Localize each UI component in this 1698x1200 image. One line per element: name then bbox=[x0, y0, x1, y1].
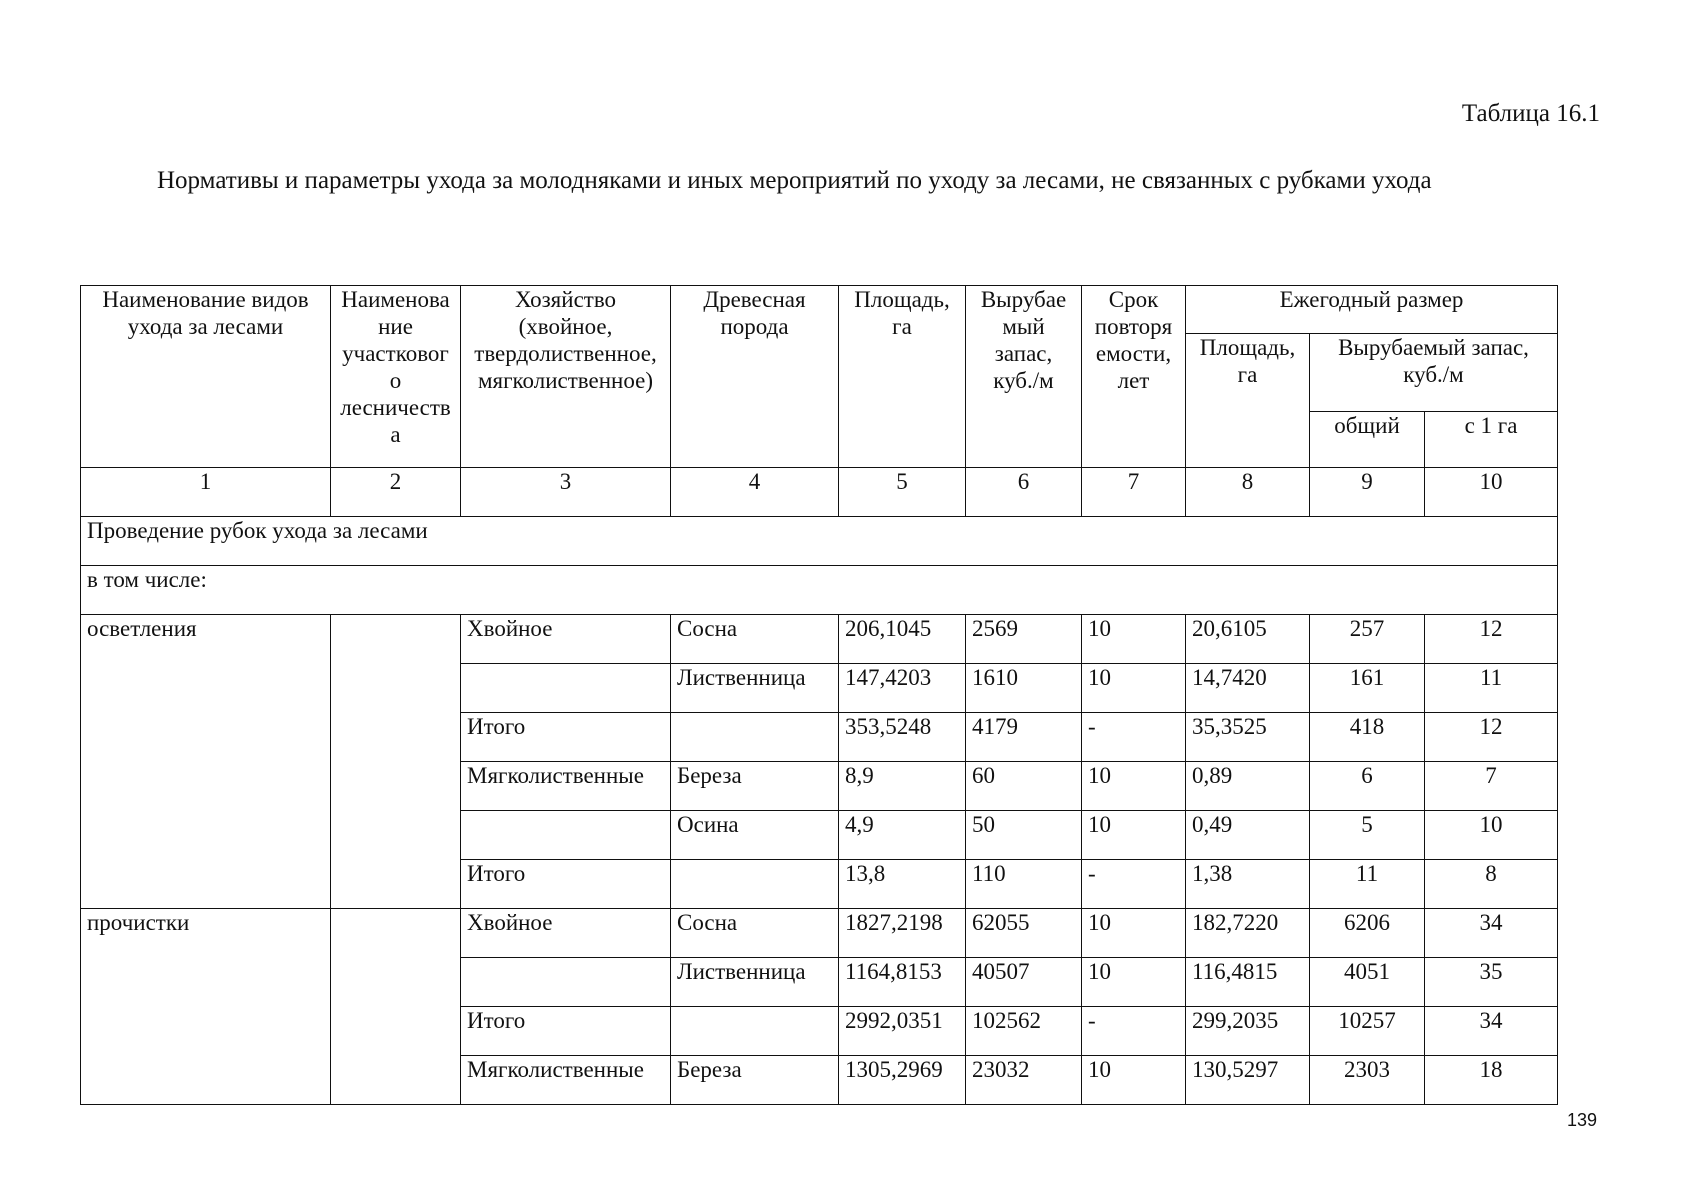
including-label: в том числе: bbox=[81, 566, 1558, 615]
header-forestry-district: Наименова ние участковог о лесничеств а bbox=[331, 286, 461, 468]
district-cell bbox=[331, 909, 461, 1105]
table-cell: Береза bbox=[671, 1056, 839, 1105]
table-cell: 1827,2198 bbox=[839, 909, 966, 958]
table-cell: 10 bbox=[1082, 664, 1186, 713]
table-cell: 13,8 bbox=[839, 860, 966, 909]
table-cell bbox=[671, 860, 839, 909]
table-cell: 1,38 bbox=[1186, 860, 1310, 909]
table-cell: 23032 bbox=[966, 1056, 1082, 1105]
table-cell: 8,9 bbox=[839, 762, 966, 811]
table-cell: Хвойное bbox=[461, 615, 671, 664]
page-number: 139 bbox=[1567, 1110, 1598, 1130]
table-cell: 110 bbox=[966, 860, 1082, 909]
table-cell: 34 bbox=[1425, 909, 1558, 958]
table-cell: 34 bbox=[1425, 1007, 1558, 1056]
table-cell: 147,4203 bbox=[839, 664, 966, 713]
column-number-row bbox=[81, 468, 1558, 517]
column-number: 10 bbox=[1425, 468, 1558, 517]
header-work-type: Наименование видов ухода за лесами bbox=[81, 286, 331, 468]
table-cell: Сосна bbox=[671, 909, 839, 958]
section-row bbox=[81, 517, 1558, 566]
table-cell: - bbox=[1082, 1007, 1186, 1056]
table-cell: 5 bbox=[1310, 811, 1425, 860]
column-number: 8 bbox=[1186, 468, 1310, 517]
table-cell: 102562 bbox=[966, 1007, 1082, 1056]
table-cell: 11 bbox=[1425, 664, 1558, 713]
table-cell: Итого bbox=[461, 1007, 671, 1056]
table-cell: 0,89 bbox=[1186, 762, 1310, 811]
table-cell: 0,49 bbox=[1186, 811, 1310, 860]
forest-care-table bbox=[80, 285, 1558, 1105]
table-cell: Мягколиственные bbox=[461, 762, 671, 811]
table-cell: 257 bbox=[1310, 615, 1425, 664]
table-cell: - bbox=[1082, 860, 1186, 909]
table-cell: 1610 bbox=[966, 664, 1082, 713]
table-cell: 1164,8153 bbox=[839, 958, 966, 1007]
column-number: 7 bbox=[1082, 468, 1186, 517]
table-cell: 10 bbox=[1082, 811, 1186, 860]
table-cell: 10 bbox=[1082, 958, 1186, 1007]
table-cell: 2569 bbox=[966, 615, 1082, 664]
table-cell: 1305,2969 bbox=[839, 1056, 966, 1105]
header-row bbox=[81, 286, 1558, 334]
table-cell bbox=[461, 664, 671, 713]
table-cell bbox=[671, 1007, 839, 1056]
table-cell: 6206 bbox=[1310, 909, 1425, 958]
table-cell: Хвойное bbox=[461, 909, 671, 958]
table-cell: Лиственница bbox=[671, 958, 839, 1007]
table-cell: 62055 bbox=[966, 909, 1082, 958]
column-number: 5 bbox=[839, 468, 966, 517]
table-row bbox=[81, 615, 1558, 664]
header-repeat-period: Срок повторя емости, лет bbox=[1082, 286, 1186, 468]
table-cell: 10 bbox=[1082, 1056, 1186, 1105]
column-number: 6 bbox=[966, 468, 1082, 517]
including-row bbox=[81, 566, 1558, 615]
header-area: Площадь, га bbox=[839, 286, 966, 468]
table-cell: Лиственница bbox=[671, 664, 839, 713]
column-number: 2 bbox=[331, 468, 461, 517]
table-cell: 40507 bbox=[966, 958, 1082, 1007]
table-body bbox=[81, 615, 1558, 1105]
table-cell: 8 bbox=[1425, 860, 1558, 909]
header-stock: Вырубае мый запас, куб./м bbox=[966, 286, 1082, 468]
table-cell: 10257 bbox=[1310, 1007, 1425, 1056]
table-cell: 20,6105 bbox=[1186, 615, 1310, 664]
table-cell: 4,9 bbox=[839, 811, 966, 860]
table-cell: 60 bbox=[966, 762, 1082, 811]
table-cell: 182,7220 bbox=[1186, 909, 1310, 958]
table-cell: 10 bbox=[1425, 811, 1558, 860]
header-economy: Хозяйство (хвойное, твердолиственное, мягколиственное) bbox=[461, 286, 671, 468]
district-cell bbox=[331, 615, 461, 909]
table-cell: 18 bbox=[1425, 1056, 1558, 1105]
header-annual-size: Ежегодный размер bbox=[1186, 286, 1558, 334]
header-species: Древесная порода bbox=[671, 286, 839, 468]
table-cell: 12 bbox=[1425, 713, 1558, 762]
table-cell: Осина bbox=[671, 811, 839, 860]
table-cell: 161 bbox=[1310, 664, 1425, 713]
table-cell: 353,5248 bbox=[839, 713, 966, 762]
table-cell: 4051 bbox=[1310, 958, 1425, 1007]
table-number: Таблица 16.1 bbox=[1461, 100, 1600, 127]
table-cell: Итого bbox=[461, 860, 671, 909]
table-cell bbox=[461, 958, 671, 1007]
table-cell: 7 bbox=[1425, 762, 1558, 811]
table-cell: 10 bbox=[1082, 762, 1186, 811]
table-cell: Сосна bbox=[671, 615, 839, 664]
table-cell: 50 bbox=[966, 811, 1082, 860]
table-cell: 14,7420 bbox=[1186, 664, 1310, 713]
table-cell: 299,2035 bbox=[1186, 1007, 1310, 1056]
table-cell: 35 bbox=[1425, 958, 1558, 1007]
table-cell: 11 bbox=[1310, 860, 1425, 909]
table-cell bbox=[671, 713, 839, 762]
table-cell: Итого bbox=[461, 713, 671, 762]
document-title: Нормативы и параметры ухода за молодняками и иных мероприятий по уходу за лесами, не связанных с рубками ухода bbox=[157, 167, 1432, 194]
table-cell: 116,4815 bbox=[1186, 958, 1310, 1007]
column-number: 3 bbox=[461, 468, 671, 517]
table-cell: 4179 bbox=[966, 713, 1082, 762]
table-cell: 206,1045 bbox=[839, 615, 966, 664]
work-type-cell: осветления bbox=[81, 615, 331, 909]
header-total: общий bbox=[1310, 412, 1425, 468]
table-cell: 35,3525 bbox=[1186, 713, 1310, 762]
column-number: 1 bbox=[81, 468, 331, 517]
table-cell: Мягколиственные bbox=[461, 1056, 671, 1105]
table-cell: 10 bbox=[1082, 615, 1186, 664]
table-cell: Береза bbox=[671, 762, 839, 811]
table-row bbox=[81, 909, 1558, 958]
work-type-cell: прочистки bbox=[81, 909, 331, 1105]
section-title: Проведение рубок ухода за лесами bbox=[81, 517, 1558, 566]
table-cell: - bbox=[1082, 713, 1186, 762]
header-per-ha: с 1 га bbox=[1425, 412, 1558, 468]
table-cell: 2992,0351 bbox=[839, 1007, 966, 1056]
table-cell: 10 bbox=[1082, 909, 1186, 958]
table-cell bbox=[461, 811, 671, 860]
header-annual-stock: Вырубаемый запас, куб./м bbox=[1310, 334, 1558, 412]
header-annual-area: Площадь, га bbox=[1186, 334, 1310, 468]
table-cell: 130,5297 bbox=[1186, 1056, 1310, 1105]
table-cell: 2303 bbox=[1310, 1056, 1425, 1105]
column-number: 4 bbox=[671, 468, 839, 517]
table-cell: 6 bbox=[1310, 762, 1425, 811]
table-cell: 418 bbox=[1310, 713, 1425, 762]
table-cell: 12 bbox=[1425, 615, 1558, 664]
column-number: 9 bbox=[1310, 468, 1425, 517]
